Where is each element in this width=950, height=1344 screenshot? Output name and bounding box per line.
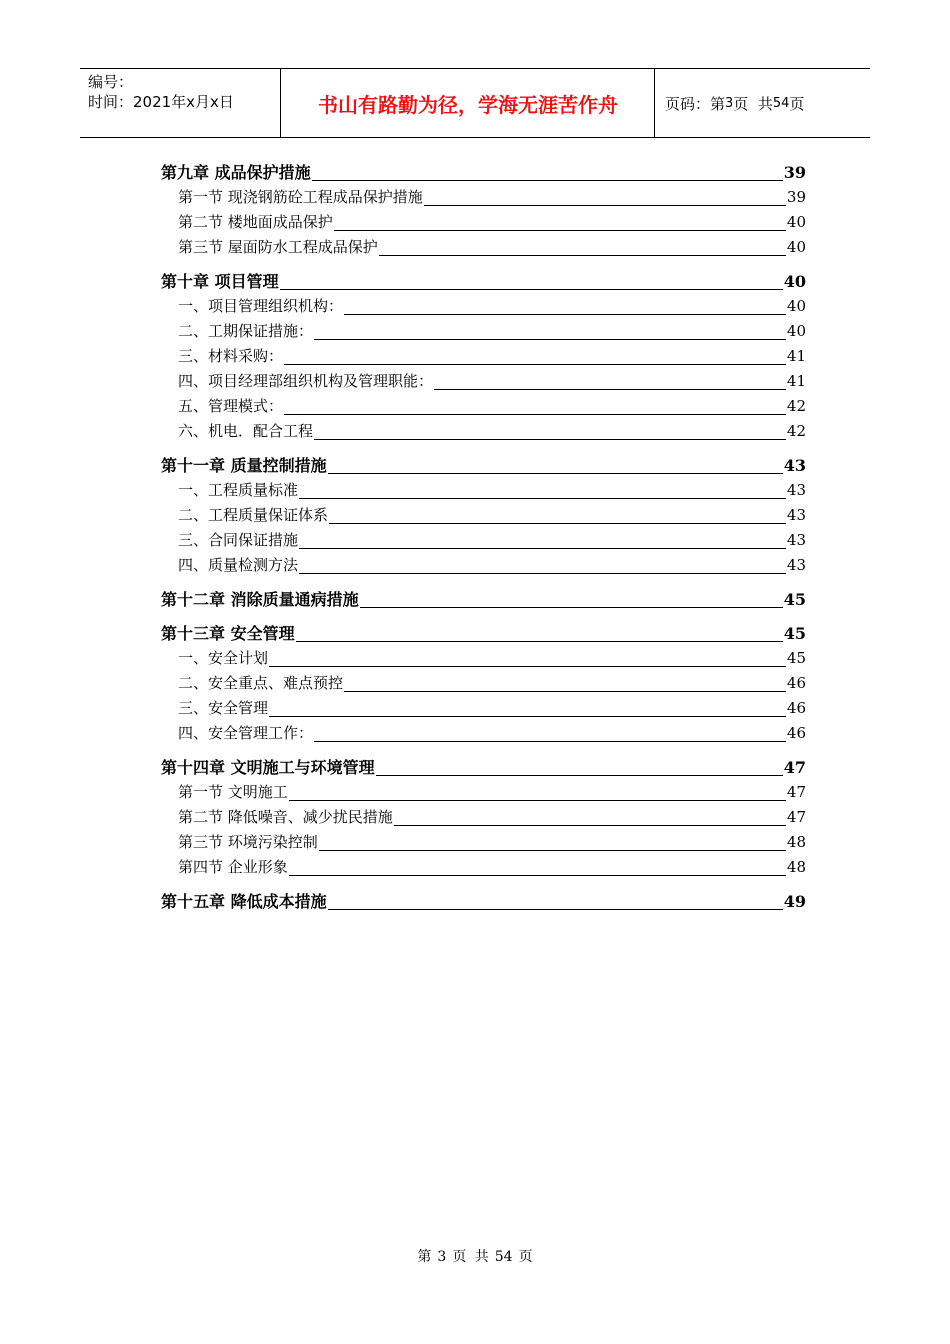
toc-entry-title: 第十二章 消除质量通病措施: [161, 590, 359, 609]
toc-entry-title: 一、项目管理组织机构：: [178, 297, 344, 315]
toc-leader-line: [289, 799, 786, 801]
toc-entry-title: 第一节 现浇钢筋砼工程成品保护措施: [178, 188, 423, 206]
toc-section-entry[interactable]: [161, 478, 806, 503]
toc-entry-page: 47: [783, 758, 806, 777]
toc-entry-page: 41: [786, 372, 806, 390]
toc-entry-title: 第二节 楼地面成品保护: [178, 213, 333, 231]
header-page-info: [655, 69, 870, 137]
toc-section-entry[interactable]: [161, 210, 806, 235]
toc-leader-line: [376, 774, 783, 776]
toc-leader-line: [299, 547, 786, 549]
toc-section-entry[interactable]: [161, 185, 806, 210]
toc-section-entry[interactable]: [161, 696, 806, 721]
toc-entry-page: 46: [786, 674, 806, 692]
toc-entry-page: 45: [783, 624, 806, 643]
toc-leader-line: [329, 522, 786, 524]
toc-entry-title: 四、质量检测方法: [178, 556, 299, 574]
toc-entry-page: 43: [786, 556, 806, 574]
toc-leader-line: [434, 388, 786, 390]
toc-entry-page: 47: [786, 808, 806, 826]
toc-entry-title: 三、安全管理: [178, 699, 269, 717]
page-number: 3: [725, 95, 734, 111]
toc-chapter-entry[interactable]: [161, 755, 806, 780]
toc-entry-title: 一、安全计划: [178, 649, 269, 667]
page-total: 54: [772, 95, 790, 111]
number-label: 编号：: [88, 73, 134, 91]
toc-leader-line: [314, 740, 786, 742]
toc-entry-page: 39: [783, 163, 806, 182]
toc-entry-title: 第十三章 安全管理: [161, 624, 295, 643]
toc-chapter-entry[interactable]: [161, 621, 806, 646]
toc-entry-page: 43: [783, 456, 806, 475]
toc-entry-page: 39: [786, 188, 806, 206]
toc-section-entry[interactable]: [161, 503, 806, 528]
toc-entry-page: 43: [786, 506, 806, 524]
toc-entry-title: 第四节 企业形象: [178, 858, 288, 876]
toc-entry-page: 43: [786, 481, 806, 499]
toc-section-entry[interactable]: [161, 419, 806, 444]
toc-entry-title: 五、管理模式：: [178, 397, 284, 415]
toc-leader-line: [394, 824, 786, 826]
toc-entry-title: 三、材料采购：: [178, 347, 284, 365]
toc-leader-line: [284, 413, 786, 415]
toc-leader-line: [280, 288, 783, 290]
toc-chapter-entry[interactable]: [161, 453, 806, 478]
toc-entry-title: 一、工程质量标准: [178, 481, 299, 499]
toc-entry-title: 二、安全重点、难点预控: [178, 674, 344, 692]
toc-section-entry[interactable]: [161, 319, 806, 344]
toc-leader-line: [334, 229, 786, 231]
toc-leader-line: [344, 690, 786, 692]
toc-entry-page: 45: [786, 649, 806, 667]
toc-section-entry[interactable]: [161, 235, 806, 260]
toc-leader-line: [314, 338, 786, 340]
toc-entry-page: 41: [786, 347, 806, 365]
toc-section-entry[interactable]: [161, 830, 806, 855]
footer-prefix: 第: [417, 1249, 432, 1265]
page-header: [80, 68, 870, 138]
toc-entry-title: 第三节 环境污染控制: [178, 833, 318, 851]
toc-leader-line: [269, 715, 786, 717]
toc-entry-title: 第十四章 文明施工与环境管理: [161, 758, 375, 777]
toc-section-entry[interactable]: [161, 671, 806, 696]
toc-entry-title: 第二节 降低噪音、减少扰民措施: [178, 808, 393, 826]
toc-entry-title: 第一节 文明施工: [178, 783, 288, 801]
toc-leader-line: [328, 908, 783, 910]
toc-leader-line: [328, 472, 783, 474]
toc-entry-page: 40: [786, 238, 806, 256]
toc-chapter-entry[interactable]: [161, 587, 806, 612]
toc-leader-line: [289, 874, 786, 876]
toc-section-entry[interactable]: [161, 369, 806, 394]
toc-leader-line: [299, 572, 786, 574]
toc-section-entry[interactable]: [161, 528, 806, 553]
toc-entry-title: 第九章 成品保护措施: [161, 163, 311, 182]
toc-leader-line: [319, 849, 786, 851]
toc-leader-line: [379, 254, 786, 256]
toc-entry-page: 46: [786, 699, 806, 717]
toc-section-entry[interactable]: [161, 294, 806, 319]
toc-leader-line: [284, 363, 786, 365]
toc-section-entry[interactable]: [161, 721, 806, 746]
toc-entry-page: 45: [783, 590, 806, 609]
toc-leader-line: [299, 497, 786, 499]
footer-suffix: 页: [518, 1249, 533, 1265]
toc-leader-line: [314, 438, 786, 440]
footer-page-number: 3: [437, 1249, 447, 1265]
toc-entry-page: 49: [783, 892, 806, 911]
header-motto: 书山有路勤为径，学海无涯苦作舟: [282, 69, 655, 137]
footer-page-total: 54: [494, 1249, 513, 1265]
toc-leader-line: [360, 606, 783, 608]
toc-chapter-entry[interactable]: [161, 160, 806, 185]
toc-entry-title: 第十五章 降低成本措施: [161, 892, 327, 911]
toc-entry-page: 40: [783, 272, 806, 291]
page-mid: 页 共: [733, 94, 773, 113]
toc-entry-page: 48: [786, 833, 806, 851]
toc-chapter-entry[interactable]: [161, 269, 806, 294]
toc-entry-title: 第三节 屋面防水工程成品保护: [178, 238, 378, 256]
toc-chapter-entry[interactable]: [161, 889, 806, 914]
toc-entry-page: 43: [786, 531, 806, 549]
header-info-cell: [80, 69, 281, 137]
table-of-contents: [161, 160, 806, 914]
toc-section-entry[interactable]: [161, 855, 806, 880]
toc-entry-page: 42: [786, 422, 806, 440]
footer-mid: 页 共: [452, 1249, 489, 1265]
page-suffix: 页: [789, 94, 805, 113]
toc-section-entry[interactable]: [161, 805, 806, 830]
toc-entry-title: 四、安全管理工作：: [178, 724, 314, 742]
date-label: 时间：2021年x月x日: [88, 93, 234, 111]
toc-entry-title: 第十章 项目管理: [161, 272, 279, 291]
toc-section-entry[interactable]: [161, 394, 806, 419]
toc-entry-title: 第十一章 质量控制措施: [161, 456, 327, 475]
toc-entry-title: 六、机电．配合工程: [178, 422, 314, 440]
toc-section-entry[interactable]: [161, 646, 806, 671]
toc-section-entry[interactable]: [161, 780, 806, 805]
toc-entry-page: 40: [786, 322, 806, 340]
toc-entry-title: 二、工期保证措施：: [178, 322, 314, 340]
toc-entry-title: 四、项目经理部组织机构及管理职能：: [178, 372, 434, 390]
toc-leader-line: [312, 179, 783, 181]
toc-entry-page: 48: [786, 858, 806, 876]
toc-entry-title: 二、工程质量保证体系: [178, 506, 329, 524]
toc-entry-page: 47: [786, 783, 806, 801]
toc-entry-page: 46: [786, 724, 806, 742]
toc-leader-line: [424, 204, 786, 206]
toc-entry-title: 三、合同保证措施: [178, 531, 299, 549]
toc-leader-line: [344, 313, 786, 315]
toc-section-entry[interactable]: [161, 344, 806, 369]
toc-leader-line: [296, 640, 783, 642]
toc-entry-page: 40: [786, 213, 806, 231]
toc-entry-page: 40: [786, 297, 806, 315]
toc-leader-line: [269, 665, 786, 667]
toc-entry-page: 42: [786, 397, 806, 415]
page-prefix: 页码：第: [665, 94, 726, 113]
page-footer: [0, 1246, 950, 1266]
toc-section-entry[interactable]: [161, 553, 806, 578]
